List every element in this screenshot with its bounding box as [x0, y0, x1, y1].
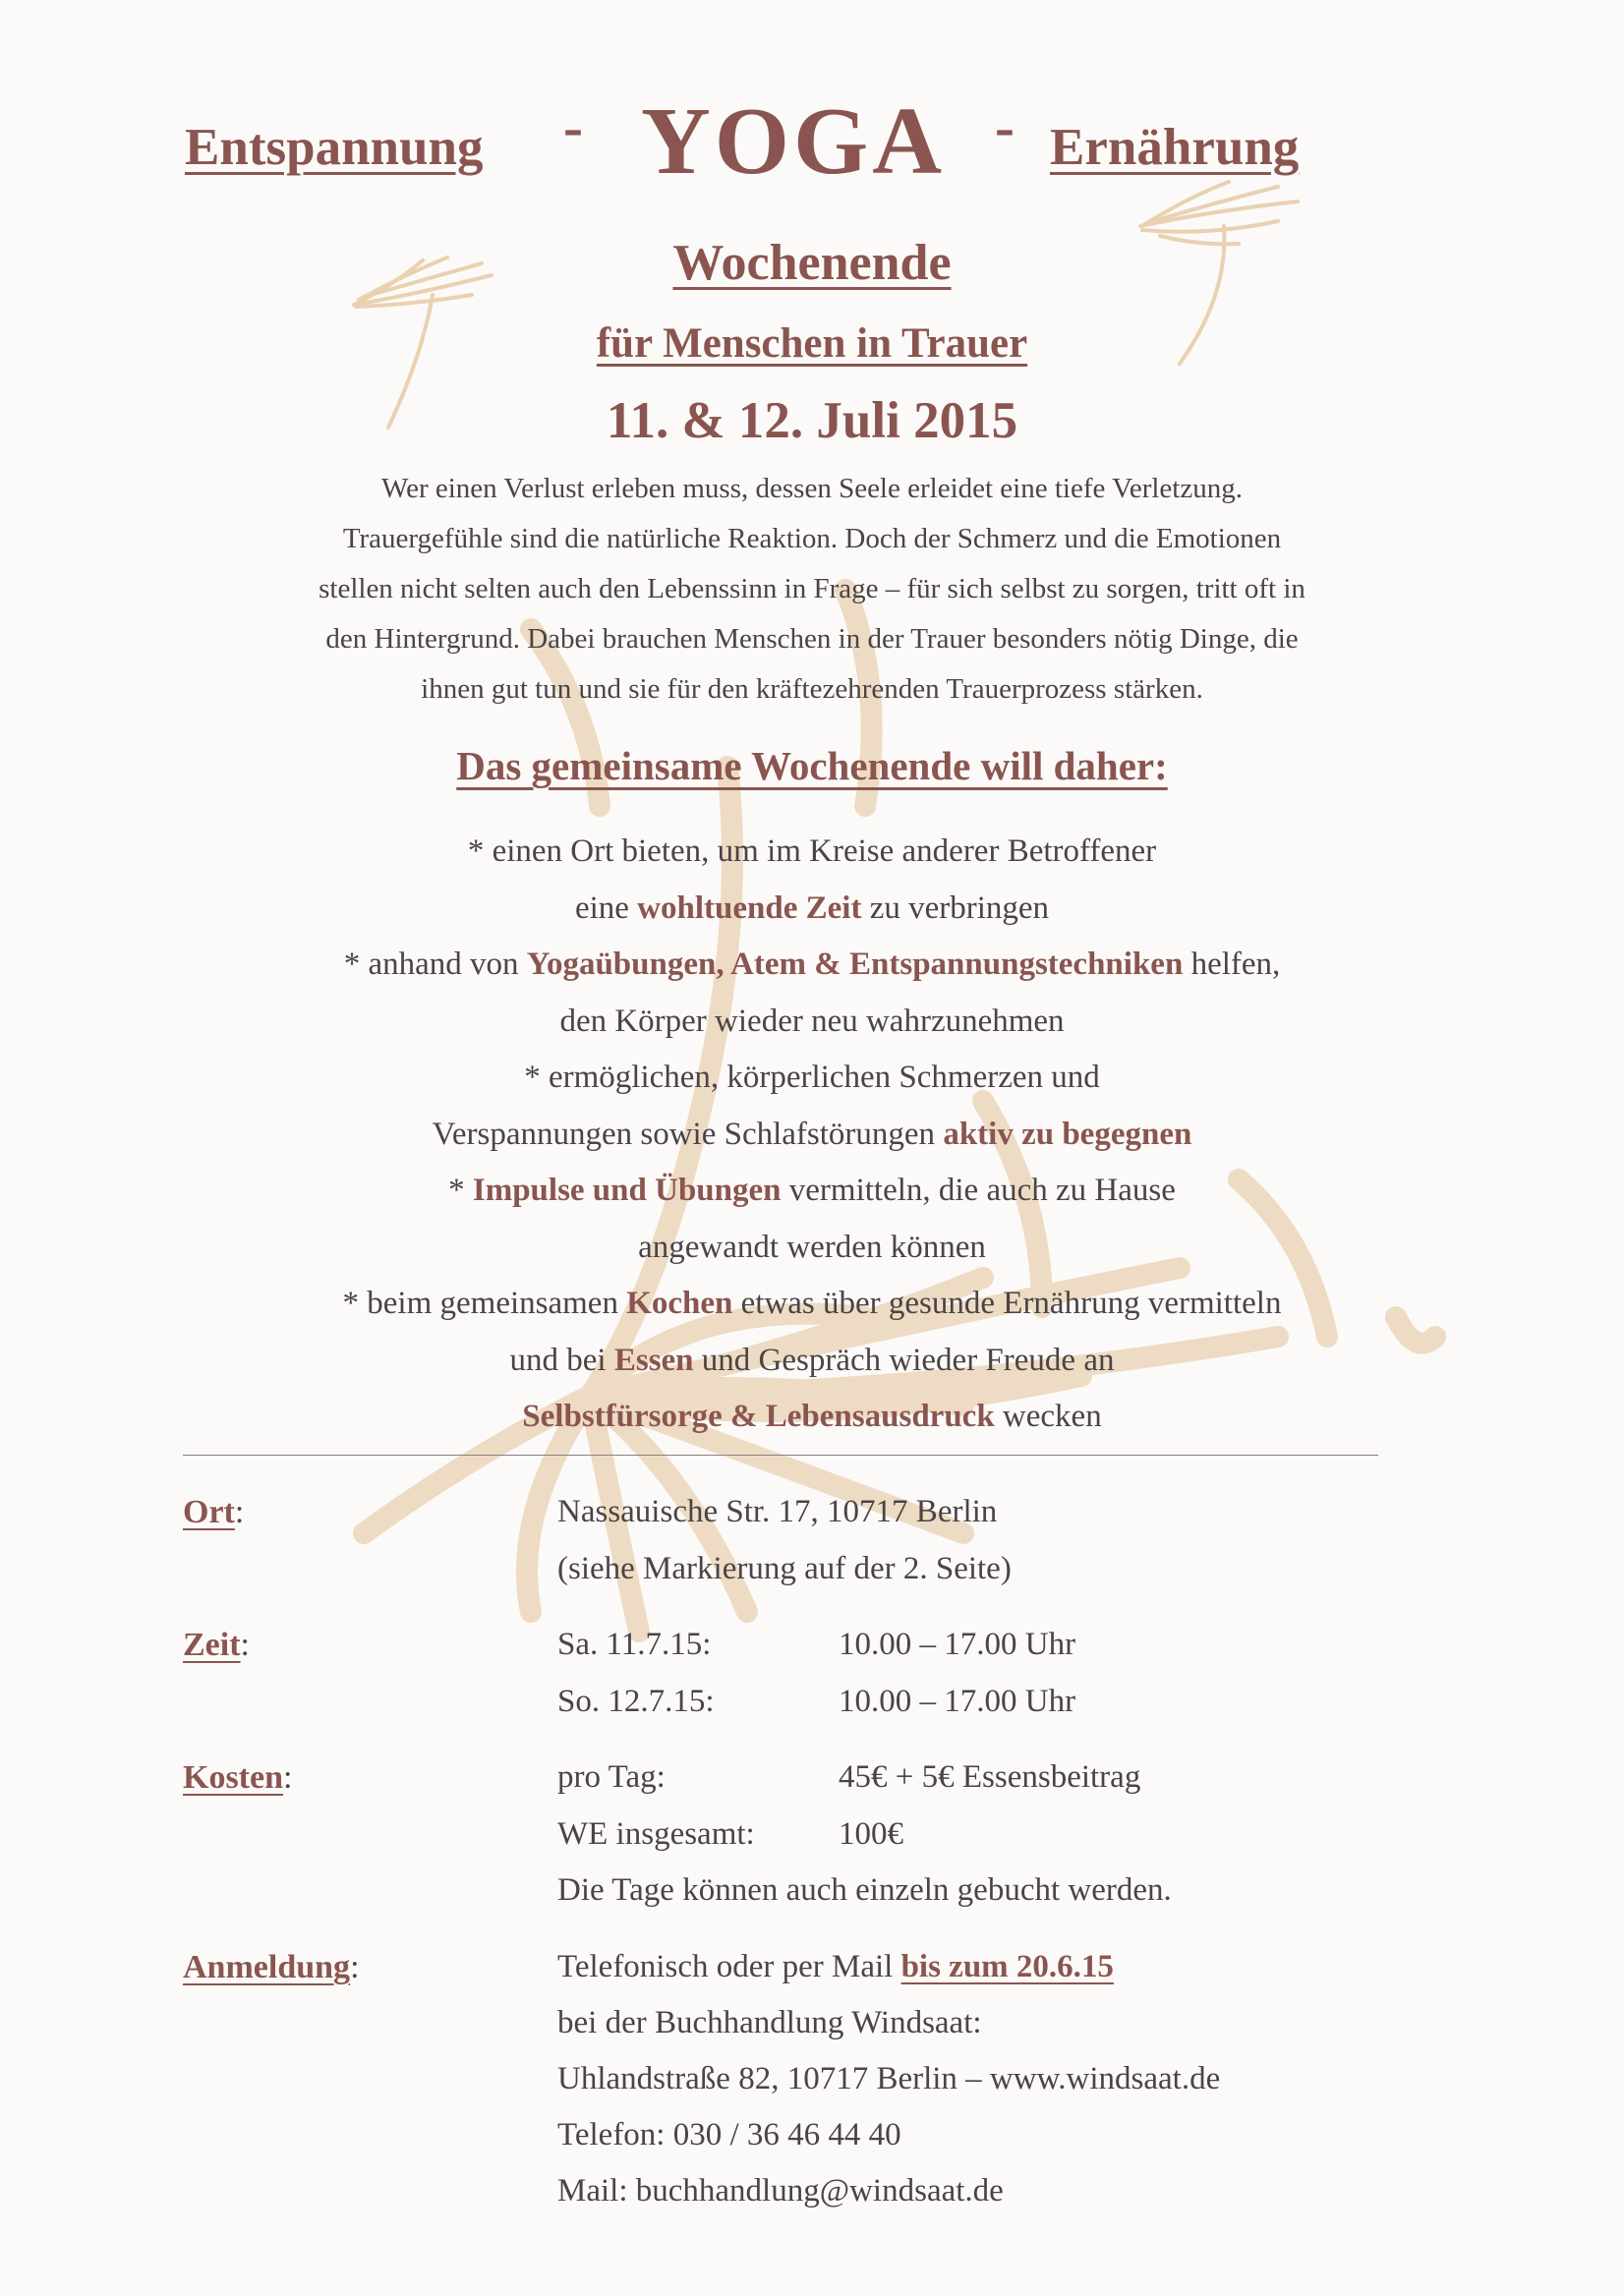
kosten-value-1: 45€ + 5€ Essensbeitrag: [839, 1759, 1141, 1795]
zeit-label: Zeit:: [183, 1627, 250, 1663]
goals-list: [0, 824, 1624, 1446]
goal-line: * Impulse und Übungen vermitteln, die auch zu Hause: [448, 1173, 1176, 1208]
ort-note: (siehe Markierung auf der 2. Seite): [557, 1551, 1012, 1586]
intro-line: stellen nicht selten auch den Lebenssinn in Frage – für sich selbst zu sorgen, tritt oft in: [319, 573, 1305, 604]
zeit-time-1: 10.00 – 17.00 Uhr: [839, 1627, 1076, 1662]
ort-label: Ort:: [183, 1494, 245, 1530]
intro-line: Trauergefühle sind die natürliche Reaktion. Doch der Schmerz und die Emotionen: [342, 523, 1282, 554]
divider-line: [183, 1455, 1378, 1456]
subtitle: Wochenende: [672, 235, 952, 291]
kosten-label: Kosten:: [183, 1759, 293, 1796]
title-left-word: Entspannung: [185, 119, 484, 176]
title-main-word: YOGA: [641, 88, 946, 195]
zeit-day-2: So. 12.7.15:: [557, 1684, 715, 1719]
goal-line: * ermöglichen, körperlichen Schmerzen und: [524, 1060, 1100, 1095]
anmeldung-label: Anmeldung:: [183, 1949, 360, 1985]
intro-line: ihnen gut tun und sie für den kräftezehrenden Trauerprozess stärken.: [421, 673, 1203, 705]
kosten-key-1: pro Tag:: [557, 1759, 666, 1795]
kosten-note: Die Tage können auch einzeln gebucht werden.: [557, 1872, 1172, 1908]
anmeldung-line: Telefonisch oder per Mail bis zum 20.6.15: [557, 1949, 1114, 1984]
ort-address: Nassauische Str. 17, 10717 Berlin: [557, 1494, 998, 1529]
zeit-day-1: Sa. 11.7.15:: [557, 1627, 712, 1662]
audience: für Menschen in Trauer: [596, 320, 1028, 367]
kosten-value-2: 100€: [839, 1816, 903, 1852]
goal-line: Verspannungen sowie Schlafstörungen aktiv zu begegnen: [432, 1116, 1192, 1152]
goal-line: * anhand von Yogaübungen, Atem & Entspannungstechniken helfen,: [343, 947, 1281, 982]
goal-line: Selbstfürsorge & Lebensausdruck wecken: [522, 1399, 1102, 1434]
kosten-key-2: WE insgesamt:: [557, 1816, 755, 1852]
title-dash-left: -: [563, 94, 583, 159]
intro-paragraph: [0, 464, 1624, 715]
title-dash-right: -: [995, 94, 1015, 159]
goal-line: * einen Ort bieten, um im Kreise anderer Betroffener: [467, 833, 1157, 869]
goal-line: den Körper wieder neu wahrzunehmen: [559, 1003, 1065, 1039]
goal-line: * beim gemeinsamen Kochen etwas über gesunde Ernährung vermitteln: [342, 1286, 1282, 1321]
title-right-word: Ernährung: [1050, 119, 1300, 176]
anmeldung-email: Mail: buchhandlung@windsaat.de: [557, 2173, 1004, 2209]
goal-line: eine wohltuende Zeit zu verbringen: [574, 890, 1050, 926]
zeit-time-2: 10.00 – 17.00 Uhr: [839, 1684, 1076, 1719]
anmeldung-line: bei der Buchhandlung Windsaat:: [557, 2005, 982, 2040]
event-date: 11. & 12. Juli 2015: [606, 392, 1018, 449]
goal-line: und bei Essen und Gespräch wieder Freude an: [509, 1342, 1115, 1378]
goal-line: angewandt werden können: [638, 1229, 986, 1265]
goals-heading: Das gemeinsame Wochenende will daher:: [456, 743, 1168, 788]
intro-line: Wer einen Verlust erleben muss, dessen Seele erleidet eine tiefe Verletzung.: [381, 473, 1243, 504]
intro-line: den Hintergrund. Dabei brauchen Menschen in der Trauer besonders nötig Dinge, die: [325, 623, 1299, 655]
anmeldung-phone: Telefon: 030 / 36 46 44 40: [557, 2117, 901, 2152]
anmeldung-address: Uhlandstraße 82, 10717 Berlin – www.windsaat.de: [557, 2061, 1221, 2096]
